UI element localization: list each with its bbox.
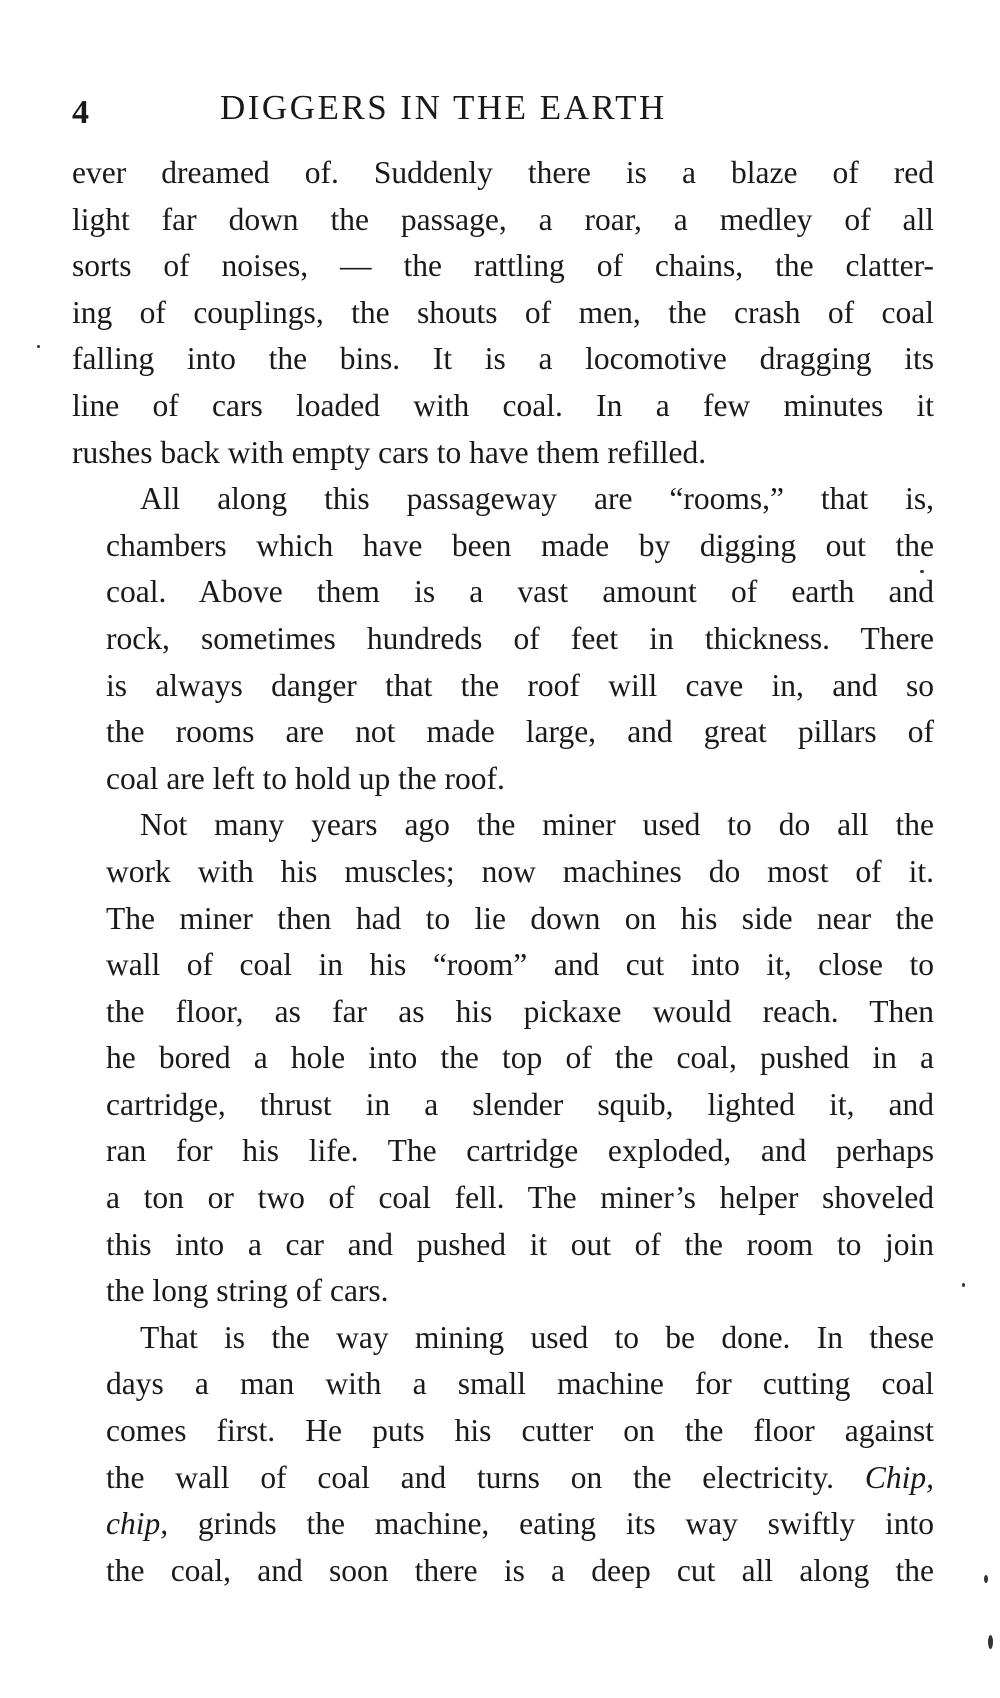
text-line: ran for his life. The cartridge exploded, and perhaps [106, 1133, 934, 1169]
page-header [72, 88, 932, 144]
paragraph-4 [72, 1315, 934, 1595]
paragraph-2 [72, 476, 934, 802]
text-line: ing of couplings, the shouts of men, the crash of coal [72, 294, 934, 330]
print-speck [37, 345, 40, 348]
text-line: the rooms are not made large, and great pillars of [106, 714, 934, 750]
print-speck [984, 1575, 988, 1583]
text-line: the coal, and soon there is a deep cut all along the [106, 1552, 934, 1588]
text-line: Not many years ago the miner used to do all the [140, 807, 934, 843]
text-line: he bored a hole into the top of the coal, pushed in a [106, 1040, 934, 1076]
text-line: wall of coal in his “room” and cut into it, close to [106, 947, 934, 983]
text-line: is always danger that the roof will cave in, and so [106, 667, 934, 703]
text-line: All along this passageway are “rooms,” that is, [140, 481, 934, 517]
text-line: work with his muscles; now machines do most of it. [106, 853, 934, 889]
body-text [72, 150, 934, 1594]
text-segment: grinds the machine, eating its way swiftly into [168, 1506, 934, 1542]
text-line: coal. Above them is a vast amount of earth and [106, 574, 934, 610]
text-segment: the wall of coal and turns on the electricity. [106, 1459, 835, 1495]
text-line: rock, sometimes hundreds of feet in thickness. There [106, 620, 934, 656]
text-line: That is the way mining used to be done. In these [140, 1319, 934, 1355]
italic-word: Chip, [864, 1459, 935, 1495]
text-line-with-italic [72, 1455, 934, 1502]
page-number: 4 [72, 94, 91, 131]
text-line: light far down the passage, a roar, a medley of all [72, 201, 934, 237]
text-line: rushes back with empty cars to have them refilled. [72, 434, 707, 470]
print-speck [962, 1283, 965, 1287]
paragraph-1 [72, 150, 934, 476]
text-line: The miner then had to lie down on his side near the [106, 900, 934, 936]
text-line: chambers which have been made by digging out the [106, 527, 934, 563]
text-line: a ton or two of coal fell. The miner’s helper shoveled [106, 1180, 934, 1216]
text-line: sorts of noises, — the rattling of chains, the clatter- [72, 248, 934, 284]
text-line: this into a car and pushed it out of the room to join [106, 1226, 934, 1262]
text-line: the floor, as far as his pickaxe would reach. Then [106, 993, 934, 1029]
text-line: coal are left to hold up the roof. [106, 760, 505, 796]
print-speck [988, 1635, 993, 1649]
running-title: DIGGERS IN THE EARTH [220, 88, 667, 127]
text-line: the long string of cars. [106, 1273, 389, 1309]
text-line: cartridge, thrust in a slender squib, lighted it, and [106, 1086, 934, 1122]
text-line-with-italic [72, 1501, 934, 1548]
text-line: ever dreamed of. Suddenly there is a blaze of red [72, 155, 934, 190]
print-speck [920, 570, 924, 573]
text-line: line of cars loaded with coal. In a few minutes it [72, 387, 934, 423]
text-line: falling into the bins. It is a locomotive dragging its [72, 341, 934, 377]
text-line: comes first. He puts his cutter on the floor against [106, 1413, 934, 1449]
text-line: days a man with a small machine for cutting coal [106, 1366, 934, 1402]
italic-word: chip, [106, 1506, 169, 1542]
paragraph-3 [72, 802, 934, 1315]
